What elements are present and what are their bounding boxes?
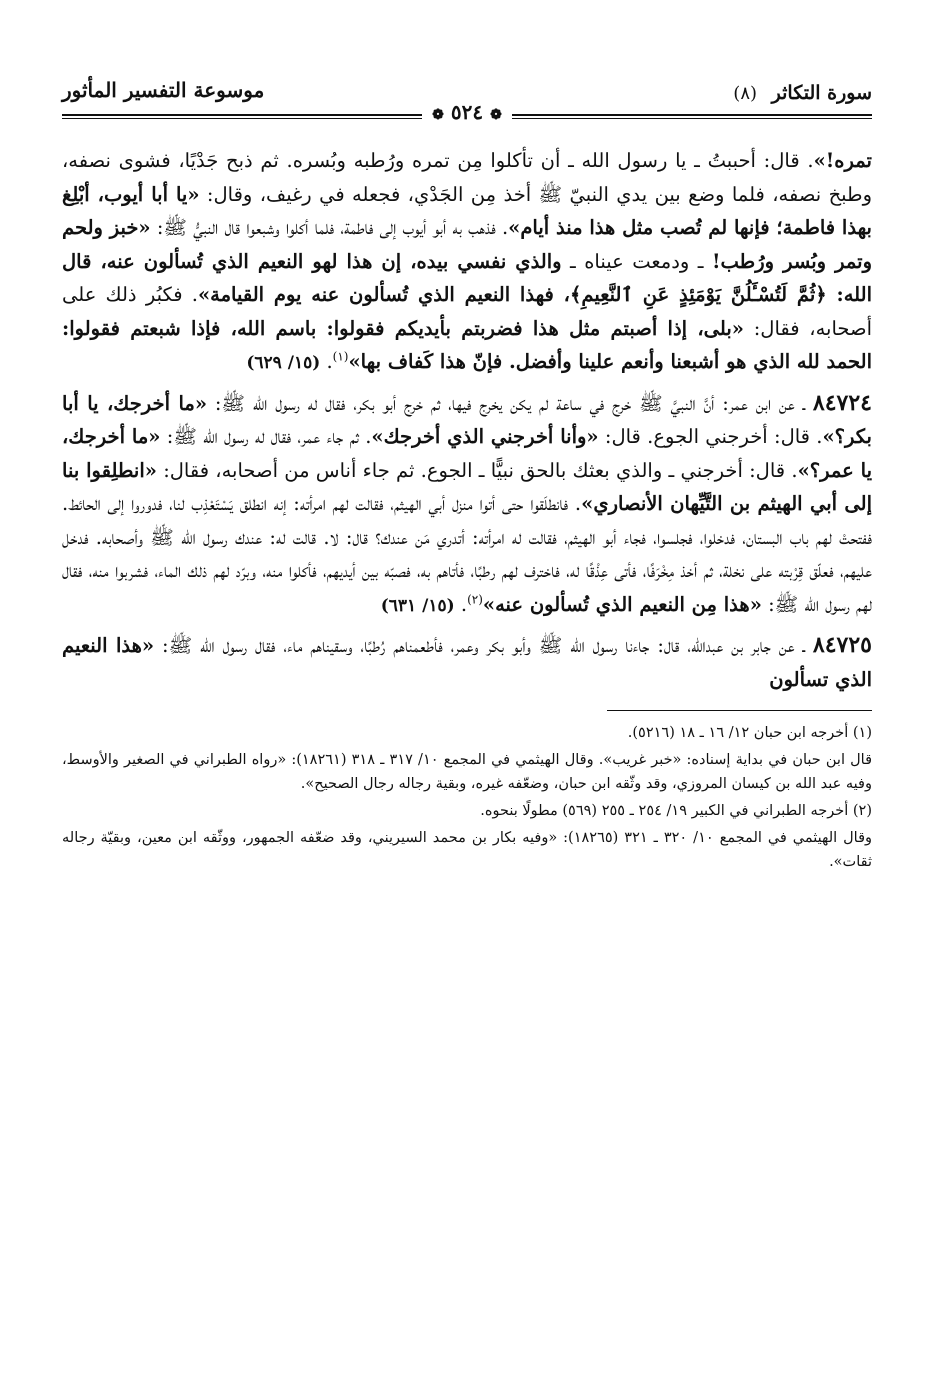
- hadith-number: ٨٤٧٢٥: [812, 632, 872, 658]
- footnote-line: قال ابن حبان في بداية إسناده: «خبر غريب». وقال الهيثمي في المجمع ١٠/ ٣١٧ ـ ٣١٨ (١٨٢٦١): «رواه الطبراني في الصغير والأوسط، وفيه عبد الله بن كيسان المروزي، وقد وثّقه ابن حبان، وضعّفه غيره، وبقية رجاله رجال الصحيح».: [62, 752, 872, 792]
- surah-number: (٨): [733, 83, 758, 104]
- paragraph-2: ٨٤٧٢٤ ـ عن ابن عمر: أنَّ النبيَّ ﷺ خرج في ساعة لم يكن يخرج فيها، ثم خرج أبو بكر، فقال له رسول الله ﷺ: «ما أخرجك، يا أبا بكر؟». قال: أخرجني الجوع. قال: «وأنا أخرجني الذي أخرجك». ثم جاء عمر، فقال له رسول الله ﷺ: «ما أخرجك، يا عمر؟». قال: أخرجني ـ والذي بعثك بالحق نبيًّا ـ الجوع. ثم جاء أناس من أصحابه، فقال: «انطلِقوا بنا إلى أبي الهيثم بن التَّيِّهان الأنصاري». فانطلَقوا حتى أتوا منزل أبي الهيثم، فقالت لهم امرأته: إنه انطلق يَسْتَعْذِب لنا، فدوروا إلى الحائط. ففتحتْ لهم باب البستان، فدخلوا، فجلسوا، فجاء أبو الهيثم، فقالت له امرأته: أتدري مَن عندك؟ قال: لا. قالت له: عندك رسول الله ﷺ وأصحابه. فدخل عليهم، فعلّق قِرْبته على نخلة، ثم أخذ مِخْرَفًا، فأتى عِذْقًا له، فاخترف لهم رطبًا، فأتاهم به، فصبّه بين أيديهم، فأكلوا منه، وبرّد لهم ذلك الماء، فشربوا منه، فقال لهم رسول الله ﷺ: «هذا مِن النعيم الذي تُسألون عنه»$^{(٢)}$. (١٥/ ٦٣١): [62, 389, 872, 616]
- header-rule-right-thin: [512, 118, 872, 119]
- footnote-line: (١) أخرجه ابن حبان ١٢/ ١٦ ـ ١٨ (٥٢١٦).: [627, 725, 872, 741]
- main-text: [62, 144, 872, 696]
- volume-reference: (١٥/ ٦٢٩): [246, 353, 321, 373]
- footnote-marker: (١): [332, 349, 349, 364]
- text-run: . قال: أخرجني الجوع. قال:: [598, 425, 823, 448]
- text-run: ـ عن جابر بن عبدالله، قال: جاءنا رسول الله ﷺ وأبو بكر وعمر، فأطعمناهم رُطبًا، وسقيناهم ماء، فقال رسول الله ﷺ:: [154, 634, 813, 657]
- text-run: «ما أخرجك، يا أبا بكر؟»: [62, 391, 872, 448]
- book-page: [62, 60, 872, 1360]
- text-run: . ثم جاء عمر، فقال له رسول الله ﷺ:: [160, 425, 372, 448]
- text-run: ـ عن ابن عمر: أنَّ النبيَّ ﷺ خرج في ساعة لم يكن يخرج فيها، ثم خرج أبو بكر، فقال له رسول الله ﷺ:: [207, 391, 813, 415]
- text-run: «بلى، إذا أصبتم مثل هذا فضربتم بأيديكم فقولوا: باسم الله، فإذا شبعتم فقولوا: الحمد لله الذي هو أشبعنا وأنعم علينا وأفضل. فإنّ هذا كَفاف بها»: [62, 316, 872, 373]
- page-number: ٥٢٤: [450, 100, 484, 124]
- text-run: . فكبُر ذلك على أصحابه، فقال:: [62, 283, 872, 340]
- text-run: . قال: أخرجني ـ والذي بعثك بالحق نبيًّا ـ الجوع. ثم جاء أناس من أصحابه، فقال:: [156, 458, 798, 482]
- text-run: . فذهب به أبو أيوب إلى فاطمة، فلما أكلوا وشبعوا قال النبيُّ ﷺ:: [150, 216, 509, 239]
- volume-reference: (١٥/ ٦٣١): [380, 595, 455, 616]
- page-header: [62, 60, 872, 140]
- text-run: «انطلِقوا بنا إلى أبي الهيثم بن التَّيِّهان الأنصاري»: [62, 458, 872, 515]
- page-number-block: [422, 100, 512, 124]
- text-run: «وأنا أخرجني الذي أخرجك»: [371, 425, 599, 448]
- book-title: موسوعة التفسير المأثور: [62, 78, 265, 102]
- text-run: . قال: أحببتُ ـ يا رسول الله ـ أن تأكلوا مِن تمره ورُطبه وبُسره. ثم ذبح جَدْيًا، فشوى نصفه، وطبخ نصفه، فلما وضع بين يدي النبيّ ﷺ أخذ مِن الجَدْي، فجعله في رغيف، وقال:: [62, 149, 872, 206]
- text-run: . فانطلَقوا حتى أتوا منزل أبي الهيثم، فقالت لهم امرأته: إنه انطلق يَسْتَعْذِب لنا، فدوروا إلى الحائط. ففتحتْ لهم باب البستان، فدخلوا، فجلسوا، فجاء أبو الهيثم، فقالت له امرأته: أتدري مَن عندك؟ قال: لا. قالت له: عندك رسول الله ﷺ وأصحابه. فدخل عليهم، فعلّق قِرْبته على نخلة، ثم أخذ مِخْرَفًا، فأتى عِذْقًا له، فاخترف لهم رطبًا، فأتاهم به، فصبّه بين أيديهم، فأكلوا منه، وبرّد لهم ذلك الماء، فشربوا منه، فقال لهم رسول الله ﷺ:: [62, 492, 872, 616]
- header-rule-right: [512, 114, 872, 116]
- text-run: «ما أخرجك، يا عمر؟»: [62, 425, 872, 482]
- paragraph-1: تمره!». قال: أحببتُ ـ يا رسول الله ـ أن تأكلوا مِن تمره ورُطبه وبُسره. ثم ذبح جَدْيًا، فشوى نصفه، وطبخ نصفه، فلما وضع بين يدي النبيّ ﷺ أخذ مِن الجَدْي، فجعله في رغيف، وقال: «يا أبا أيوب، أبْلِغ بهذا فاطمة؛ فإنها لم تُصب مثل هذا منذ أيام». فذهب به أبو أيوب إلى فاطمة، فلما أكلوا وشبعوا قال النبيُّ ﷺ: «خبز ولحم وتمر وبُسر ورُطب! ـ ودمعت عيناه ـ والذي نفسي بيده، إن هذا لهو النعيم الذي تُسألون عنه، قال الله: ﴿ثُمَّ لَتُسْـَٔلُنَّ يَوْمَئِذٍ عَنِ ٱلنَّعِيمِ﴾، فهذا النعيم الذي تُسألون عنه يوم القيامة». فكبُر ذلك على أصحابه، فقال: «بلى، إذا أصبتم مثل هذا فضربتم بأيديكم فقولوا: باسم الله، فإذا شبعتم فقولوا: الحمد لله الذي هو أشبعنا وأنعم علينا وأفضل. فإنّ هذا كَفاف بها»$^{(١)}$. (١٥/ ٦٢٩): [62, 149, 872, 373]
- footnote-marker: (٢): [467, 592, 483, 606]
- text-run: والذي نفسي بيده، إن هذا لهو النعيم الذي تُسألون عنه، قال الله: ﴿ثُمَّ لَتُسْـَٔلُنَّ يَوْمَئِذٍ عَنِ ٱلنَّعِيمِ﴾، فهذا النعيم الذي تُسألون عنه يوم القيامة»: [62, 249, 872, 306]
- ornament-icon: ❁: [432, 107, 444, 123]
- ornament-icon: ❁: [490, 107, 502, 123]
- header-rule-left-thin: [62, 118, 422, 119]
- paragraph-3: [62, 629, 872, 696]
- header-rule-left: [62, 114, 422, 116]
- footnotes: [62, 721, 872, 874]
- footnote-separator: [607, 710, 872, 711]
- footnote-line: وقال الهيثمي في المجمع ١٠/ ٣٢٠ ـ ٣٢١ (١٨٢٦٥): «وفيه بكار بن محمد السيريني، وقد ضعّفه الجمهور، ووثّقه ابن معين، وبقيّة رجاله ثقات».: [62, 830, 873, 870]
- text-run: «يا أبا أيوب، أبْلِغ بهذا فاطمة؛ فإنها لم تُصب مثل هذا منذ أيام»: [62, 182, 872, 239]
- text-run: ـ ودمعت عيناه ـ: [561, 249, 712, 273]
- text-run: «خبز ولحم وتمر وبُسر ورُطب!: [62, 216, 872, 273]
- text-run: «هذا النعيم الذي تسألون: [62, 634, 872, 691]
- hadith-number: ٨٤٧٢٤: [812, 389, 872, 416]
- text-run: تمره!»: [813, 149, 872, 172]
- surah-heading: [733, 82, 872, 104]
- text-run: «هذا مِن النعيم الذي تُسألون عنه»: [482, 592, 762, 616]
- surah-name: سورة التكاثر: [771, 82, 872, 104]
- footnote-line: (٢) أخرجه الطبراني في الكبير ١٩/ ٢٥٤ ـ ٢٥٥ (٥٦٩) مطولًا بنحوه.: [480, 803, 872, 819]
